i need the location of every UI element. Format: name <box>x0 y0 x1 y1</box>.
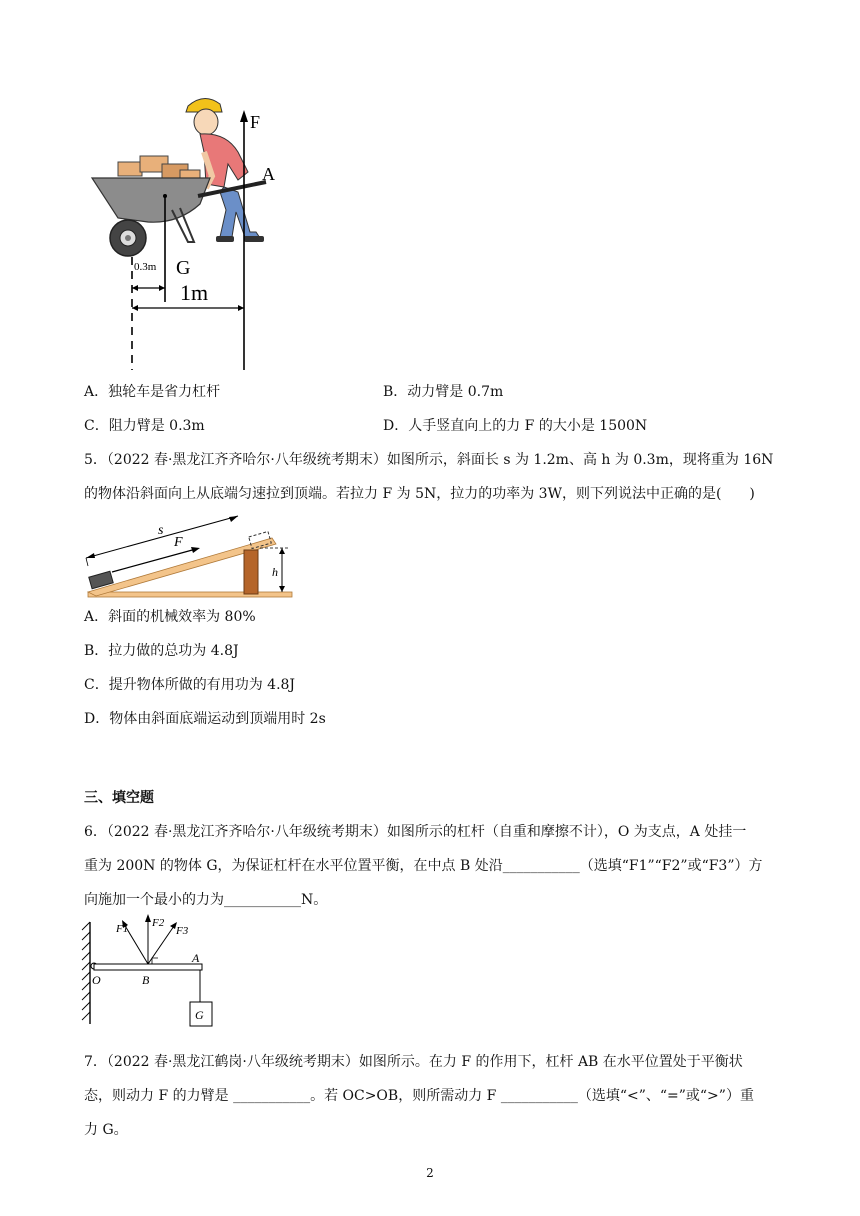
lever-figure <box>80 914 220 1034</box>
q5-option-c: C．提升物体所做的有用功为 4.8J <box>84 677 296 693</box>
wheelbarrow-figure <box>88 92 298 370</box>
q5-option-b: B．拉力做的总功为 4.8J <box>84 643 239 659</box>
q6-stem-line3: 向施加一个最小的力为___________N。 <box>84 892 328 908</box>
label-h: h <box>272 565 278 579</box>
label-F2: F2 <box>152 917 165 929</box>
label-G-lever: G <box>195 1008 204 1022</box>
q4-option-a: A．独轮车是省力杠杆 <box>84 384 221 400</box>
label-G: G <box>176 257 191 279</box>
label-F: F <box>250 112 261 132</box>
label-s: s <box>158 523 164 538</box>
q4-option-c: C．阻力臂是 0.3m <box>84 418 205 434</box>
label-A: A <box>262 164 275 184</box>
label-A-lever: A <box>192 951 200 965</box>
page-number: 2 <box>426 1166 434 1180</box>
label-1m: 1m <box>180 280 209 305</box>
q7-stem-line1: 7．（2022 春·黑龙江鹤岗·八年级统考期末）如图所示。在力 F 的作用下，杠杆 AB 在水平位置处于平衡状 <box>84 1054 743 1070</box>
section-title-fill-blank: 三、填空题 <box>84 790 154 806</box>
q5-stem-line1: 5．（2022 春·黑龙江齐齐哈尔·八年级统考期末）如图所示，斜面长 s 为 1.2m、高 h 为 0.3m，现将重为 16N <box>84 452 774 468</box>
q5-option-a: A．斜面的机械效率为 80% <box>84 609 256 625</box>
q7-stem-line3: 力 G。 <box>84 1122 128 1138</box>
q4-option-d: D．人手竖直向上的力 F 的大小是 1500N <box>383 418 648 434</box>
label-O: O <box>92 973 101 987</box>
q6-stem-line2: 重为 200N 的物体 G，为保证杠杆在水平位置平衡，在中点 B 处沿___________（选填“F1”“F2”或“F3”）方 <box>84 858 763 874</box>
label-03m: 0.3m <box>134 261 157 273</box>
label-F1: F1 <box>116 923 129 935</box>
label-B: B <box>142 973 150 987</box>
label-F3: F3 <box>176 925 189 937</box>
q6-stem-line1: 6．（2022 春·黑龙江齐齐哈尔·八年级统考期末）如图所示的杠杆（自重和摩擦不计），O 为支点，A 处挂一 <box>84 824 747 840</box>
q4-option-b: B．动力臂是 0.7m <box>383 384 504 400</box>
q5-option-d: D．物体由斜面底端运动到顶端用时 2s <box>84 711 326 727</box>
incline-figure <box>84 512 296 602</box>
label-F-incline: F <box>174 535 183 550</box>
q7-stem-line2: 态，则动力 F 的力臂是 ___________。若 OC>OB，则所需动力 F ___________（选填“<”、“=”或“>”）重 <box>84 1088 754 1104</box>
q5-stem-line2: 的物体沿斜面向上从底端匀速拉到顶端。若拉力 F 为 5N，拉力的功率为 3W，则下列说法中正确的是( ) <box>84 486 755 502</box>
